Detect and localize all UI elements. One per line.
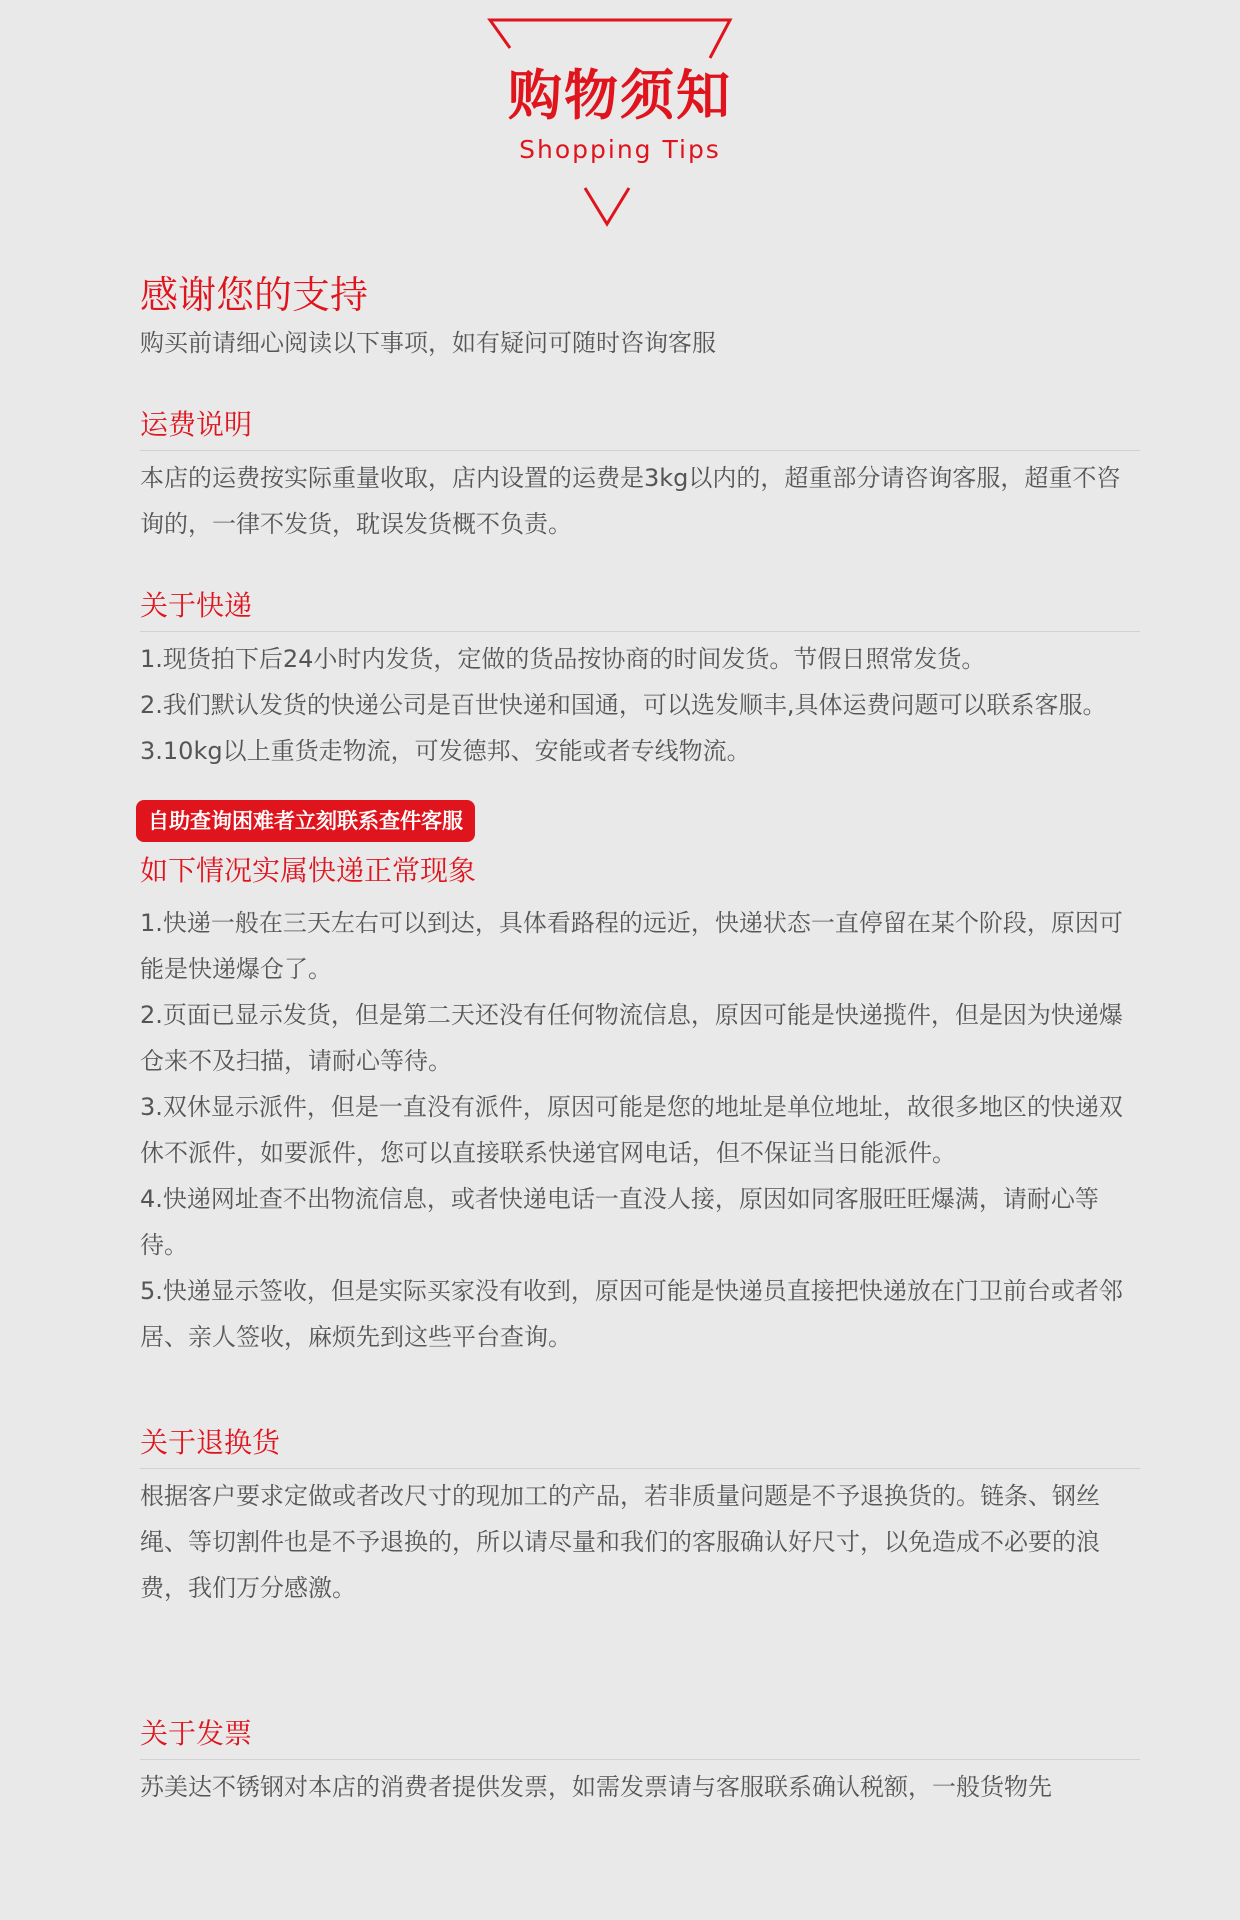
express-item: 2.我们默认发货的快递公司是百世快递和国通，可以选发顺丰,具体运费问题可以联系客服。: [140, 691, 1107, 719]
thanks-subtitle: 购买前请细心阅读以下事项，如有疑问可随时咨询客服: [140, 329, 716, 357]
header-banner: [0, 0, 1240, 240]
contact-service-badge[interactable]: 自助查询困难者立刻联系查件客服: [136, 800, 475, 842]
page-title: 购物须知: [508, 64, 732, 127]
normal-section: [140, 848, 1140, 1360]
normal-item: 5.快递显示签收，但是实际买家没有收到，原因可能是快递员直接把快递放在门卫前台或者邻居、亲人签收，麻烦先到这些平台查询。: [140, 1277, 1123, 1351]
intro-section: [140, 270, 1140, 366]
shipping-fee-text: 本店的运费按实际重量收取，店内设置的运费是3kg以内的，超重部分请咨询客服，超重不咨询的，一律不发货，耽误发货概不负责。: [140, 464, 1121, 538]
normal-item: 1.快递一般在三天左右可以到达，具体看路程的远近，快递状态一直停留在某个阶段，原因可能是快递爆仓了。: [140, 909, 1123, 983]
contact-badge-wrap: [140, 774, 1140, 842]
normal-title: 如下情况实属快递正常现象: [140, 854, 477, 887]
invoice-text: 苏美达不锈钢对本店的消费者提供发票，如需发票请与客服联系确认税额，一般货物先: [140, 1773, 1052, 1801]
express-title: 关于快递: [140, 583, 1140, 632]
content-area: [140, 270, 1140, 1810]
express-item: 1.现货拍下后24小时内发货，定做的货品按协商的时间发货。节假日照常发货。: [140, 645, 986, 673]
shipping-fee-section: [140, 402, 1140, 547]
invoice-title: 关于发票: [140, 1711, 1140, 1760]
thanks-title: 感谢您的支持: [140, 273, 369, 317]
invoice-section: [140, 1711, 1140, 1810]
normal-item: 3.双休显示派件，但是一直没有派件，原因可能是您的地址是单位地址，故很多地区的快递双休不派件，如要派件，您可以直接联系快递官网电话，但不保证当日能派件。: [140, 1093, 1123, 1167]
returns-section: [140, 1420, 1140, 1611]
page-subtitle: Shopping Tips: [519, 135, 721, 164]
normal-item: 4.快递网址查不出物流信息，或者快递电话一直没人接，原因如同客服旺旺爆满，请耐心等待。: [140, 1185, 1099, 1259]
express-section: [140, 583, 1140, 774]
header-chevron-icon: [585, 188, 629, 224]
header-frame-left: [490, 20, 730, 58]
shipping-fee-title: 运费说明: [140, 402, 1140, 451]
normal-item: 2.页面已显示发货，但是第二天还没有任何物流信息，原因可能是快递揽件，但是因为快递爆仓来不及扫描，请耐心等待。: [140, 1001, 1123, 1075]
returns-title: 关于退换货: [140, 1420, 1140, 1469]
returns-text: 根据客户要求定做或者改尺寸的现加工的产品，若非质量问题是不予退换货的。链条、钢丝绳、等切割件也是不予退换的，所以请尽量和我们的客服确认好尺寸，以免造成不必要的浪费，我们万分感激。: [140, 1482, 1100, 1602]
express-item: 3.10kg以上重货走物流，可发德邦、安能或者专线物流。: [140, 737, 751, 765]
